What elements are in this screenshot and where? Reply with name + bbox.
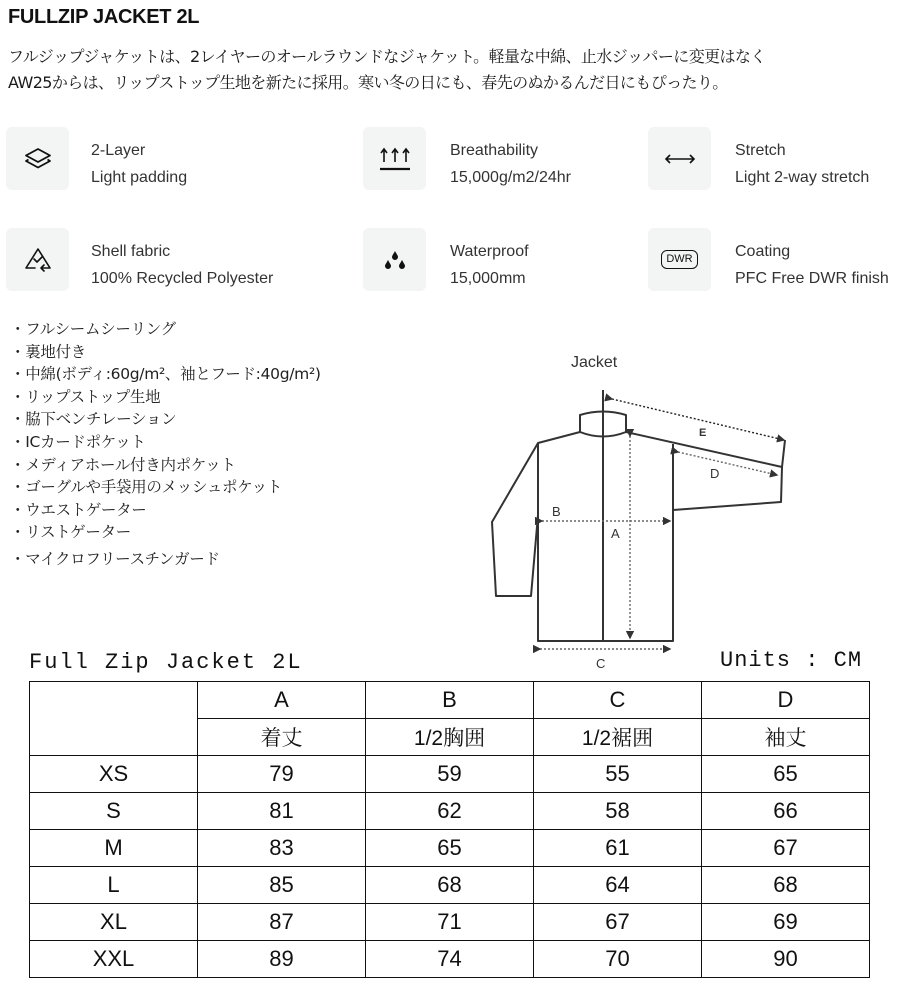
diagram-label-c: C — [596, 656, 606, 671]
bullet-item: ・ メディアホール付き内ポケット — [10, 454, 321, 477]
feature-label: Breathability — [450, 142, 539, 159]
feature-label: Shell fabric — [91, 243, 171, 260]
size-cell: S — [30, 793, 198, 830]
description-line: AW25からは、リップストップ生地を新たに採用。寒い冬の日にも、春先のぬかるんだ日にもぴったり。 — [8, 73, 728, 92]
size-cell: M — [30, 830, 198, 867]
diagram-label-e: E — [699, 427, 707, 439]
recycle-icon — [6, 228, 69, 291]
value-cell: 68 — [366, 867, 534, 904]
diagram-title: Jacket — [571, 354, 618, 371]
value-cell: 67 — [534, 904, 702, 941]
product-description — [8, 44, 898, 96]
value-cell: 65 — [366, 830, 534, 867]
feature-label: 2-Layer — [91, 142, 146, 159]
product-title: FULLZIP JACKET 2L — [8, 6, 200, 28]
feature-value: 100% Recycled Polyester — [91, 270, 274, 287]
corner-cell — [30, 682, 198, 756]
size-cell: XXL — [30, 941, 198, 978]
bullet-item: ・ マイクロフリースチンガード — [10, 548, 321, 571]
value-cell: 71 — [366, 904, 534, 941]
table-row — [30, 941, 870, 978]
water-drops-icon — [363, 228, 426, 291]
bullet-item: ・ ICカードポケット — [10, 431, 321, 454]
value-cell: 79 — [198, 756, 366, 793]
bullet-item: ・ 中綿(ボディ:60g/m²、袖とフード:40g/m²) — [10, 363, 321, 386]
value-cell: 67 — [702, 830, 870, 867]
breathability-arrows-icon — [363, 127, 426, 190]
value-cell: 74 — [366, 941, 534, 978]
value-cell: 61 — [534, 830, 702, 867]
size-cell: L — [30, 867, 198, 904]
dwr-badge-icon — [648, 228, 711, 291]
value-cell: 85 — [198, 867, 366, 904]
bullet-item: ・ 脇下ベンチレーション — [10, 408, 321, 431]
feature-value: 15,000g/m2/24hr — [450, 169, 571, 186]
size-table-title: Full Zip Jacket 2L — [29, 646, 303, 680]
value-cell: 62 — [366, 793, 534, 830]
size-cell: XS — [30, 756, 198, 793]
layers-icon — [6, 127, 69, 190]
table-row — [30, 756, 870, 793]
value-cell: 68 — [702, 867, 870, 904]
column-name: 1/2裾囲 — [534, 719, 702, 756]
diagram-label-d: D — [710, 466, 720, 481]
feature-label: Waterproof — [450, 243, 529, 260]
value-cell: 64 — [534, 867, 702, 904]
value-cell: 65 — [702, 756, 870, 793]
table-row — [30, 867, 870, 904]
value-cell: 70 — [534, 941, 702, 978]
column-name: 袖丈 — [702, 719, 870, 756]
table-row — [30, 904, 870, 941]
bullet-item: ・ リストゲーター — [10, 521, 321, 544]
two-way-arrow-icon — [648, 127, 711, 190]
value-cell: 81 — [198, 793, 366, 830]
jacket-outline-icon — [480, 340, 800, 680]
description-line: フルジップジャケットは、2レイヤーのオールラウンドなジャケット。軽量な中綿、止水ジッパーに変更はなく — [8, 47, 766, 66]
diagram-label-a: A — [611, 526, 620, 541]
feature-value: Light 2-way stretch — [735, 169, 870, 186]
value-cell: 69 — [702, 904, 870, 941]
value-cell: 66 — [702, 793, 870, 830]
value-cell: 83 — [198, 830, 366, 867]
value-cell: 87 — [198, 904, 366, 941]
column-code: C — [534, 682, 702, 719]
jacket-measurement-diagram — [480, 340, 800, 680]
feature-value: Light padding — [91, 169, 188, 186]
column-name: 1/2胸囲 — [366, 719, 534, 756]
bullet-item: ・ ウエストゲーター — [10, 499, 321, 522]
value-cell: 55 — [534, 756, 702, 793]
bullet-item: ・ リップストップ生地 — [10, 386, 321, 409]
value-cell: 90 — [702, 941, 870, 978]
column-code: A — [198, 682, 366, 719]
table-row — [30, 830, 870, 867]
column-code: D — [702, 682, 870, 719]
size-table — [29, 681, 870, 978]
table-row — [30, 793, 870, 830]
header-row-codes — [30, 682, 870, 719]
value-cell: 59 — [366, 756, 534, 793]
feature-bullet-list — [10, 318, 321, 571]
value-cell: 89 — [198, 941, 366, 978]
units-label: Units : CM — [720, 648, 863, 673]
size-cell: XL — [30, 904, 198, 941]
column-code: B — [366, 682, 534, 719]
bullet-item: ・ 裏地付き — [10, 341, 321, 364]
value-cell: 58 — [534, 793, 702, 830]
column-name: 着丈 — [198, 719, 366, 756]
bullet-item: ・ フルシームシーリング — [10, 318, 321, 341]
feature-label: Stretch — [735, 142, 786, 159]
feature-value: PFC Free DWR finish — [735, 270, 889, 287]
diagram-label-b: B — [552, 504, 561, 519]
feature-label: Coating — [735, 243, 791, 260]
dwr-badge-text: DWR — [661, 250, 697, 269]
bullet-item: ・ ゴーグルや手袋用のメッシュポケット — [10, 476, 321, 499]
feature-value: 15,000mm — [450, 270, 526, 287]
